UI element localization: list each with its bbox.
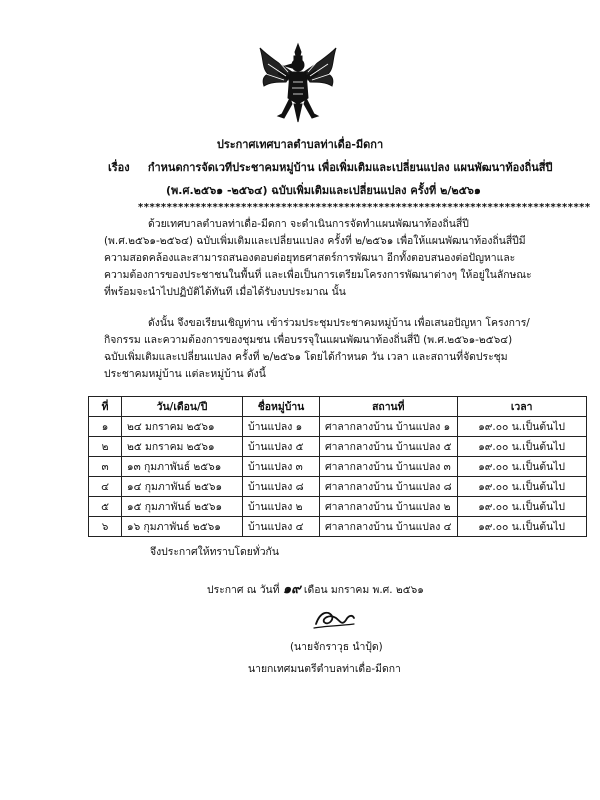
cell-location: ศาลากลางบ้าน บ้านแปลง ๒	[320, 497, 458, 517]
table-header-row	[89, 397, 587, 417]
cell-date: ๑๓ กุมภาพันธ์ ๒๕๖๑	[122, 457, 243, 477]
announce-suffix: เดือน มกราคม พ.ศ. ๒๕๖๑	[303, 584, 424, 596]
cell-time: ๑๙.๐๐ น.เป็นต้นไป	[457, 497, 586, 517]
cell-date: ๒๔ มกราคม ๒๕๖๑	[122, 417, 243, 437]
table-row	[89, 437, 587, 457]
subject-text: กำหนดการจัดเวทีประชาคมหมู่บ้าน เพื่อเพิ่มเติมและเปลี่ยนแปลง แผนพัฒนาท้องถิ่นสี่ปี	[147, 161, 553, 174]
subject-line	[108, 158, 600, 176]
cell-no: ๒	[89, 437, 122, 457]
cell-location: ศาลากลางบ้าน บ้านแปลง ๔	[320, 517, 458, 537]
organization-title: ประกาศเทศบาลตำบลท่าเดื่อ-มีดกา	[216, 138, 384, 151]
table-row	[89, 477, 587, 497]
header-time: เวลา	[457, 397, 586, 417]
cell-no: ๓	[89, 457, 122, 477]
header-date: วัน/เดือน/ปี	[122, 397, 243, 417]
separator-line: *******************************************************************************	[138, 202, 591, 213]
cell-village: บ้านแปลง ๓	[243, 457, 320, 477]
cell-date: ๑๔ กุมภาพันธ์ ๒๕๖๑	[122, 477, 243, 497]
cell-time: ๑๙.๐๐ น.เป็นต้นไป	[457, 437, 586, 457]
cell-no: ๖	[89, 517, 122, 537]
garuda-emblem-icon	[258, 42, 338, 124]
signatory-name: (นายจักราวุธ นำปุ้ด)	[290, 641, 383, 653]
cell-date: ๒๕ มกราคม ๒๕๖๑	[122, 437, 243, 457]
cell-time: ๑๙.๐๐ น.เป็นต้นไป	[457, 417, 586, 437]
header-location: สถานที่	[320, 397, 458, 417]
announcement-date	[207, 578, 424, 599]
closing-statement: จึงประกาศให้ทราบโดยทั่วกัน	[150, 546, 279, 558]
paragraph-invitation: ดังนั้น จึงขอเรียนเชิญท่าน เข้าร่วมประชุมประชาคมหมู่บ้าน เพื่อเสนอปัญหา โครงการ/กิจกรรม และความต้องการของชุมชน เพื่อบรรจุในแผนพัฒนาท้องถิ่นสี่ปี (พ.ศ.๒๕๖๑-๒๕๖๔) ฉบับเพิ่มเติมและเปลี่ยนแปลง ครั้งที่ ๒/๒๕๖๑ โดยได้กำหนด วัน เวลา และสถานที่จัดประชุมประชาคมหมู่บ้าน แต่ละหมู่บ้าน ดังนี้	[104, 317, 530, 380]
announce-day: ๑๙	[282, 582, 301, 597]
cell-time: ๑๙.๐๐ น.เป็นต้นไป	[457, 457, 586, 477]
signatory-position: นายกเทศมนตรีตำบลท่าเดื่อ-มีดกา	[248, 663, 401, 675]
subject-continuation: (พ.ศ.๒๕๖๑ -๒๕๖๔) ฉบับเพิ่มเติมและเปลี่ยนแปลง ครั้งที่ ๒/๒๕๖๑	[166, 184, 481, 197]
table-row	[89, 517, 587, 537]
handwritten-signature	[310, 604, 358, 634]
cell-location: ศาลากลางบ้าน บ้านแปลง ๕	[320, 437, 458, 457]
table-row	[89, 457, 587, 477]
document-header	[0, 135, 600, 213]
schedule-table	[88, 396, 587, 537]
table-row	[89, 417, 587, 437]
cell-time: ๑๙.๐๐ น.เป็นต้นไป	[457, 517, 586, 537]
cell-time: ๑๙.๐๐ น.เป็นต้นไป	[457, 477, 586, 497]
cell-date: ๑๖ กุมภาพันธ์ ๒๕๖๑	[122, 517, 243, 537]
cell-location: ศาลากลางบ้าน บ้านแปลง ๓	[320, 457, 458, 477]
header-no: ที่	[89, 397, 122, 417]
subject-label: เรื่อง	[108, 161, 130, 174]
cell-no: ๕	[89, 497, 122, 517]
cell-date: ๑๕ กุมภาพันธ์ ๒๕๖๑	[122, 497, 243, 517]
paragraph-intro: ด้วยเทศบาลตำบลท่าเดื่อ-มีดกา จะดำเนินการจัดทำแผนพัฒนาท้องถิ่นสี่ปี (พ.ศ.๒๕๖๑-๒๕๖๔) ฉบับเพิ่มเติมและเปลี่ยนแปลง ครั้งที่ ๒/๒๕๖๑ เพื่อให้แผนพัฒนาท้องถิ่นสี่ปีมีความสอดคล้องและสามารถสนองตอบต่อยุทธศาสตร์การพัฒนา อีกทั้งตอบสนองต่อปัญหาและความต้องการของประชาชนในพื้นที่ และเพื่อเป็นการเตรียมโครงการพัฒนาต่างๆ ให้อยู่ในลักษณะที่พร้อมจะนำไปปฏิบัติได้ทันที เมื่อได้รับงบประมาณ นั้น	[104, 218, 532, 298]
cell-village: บ้านแปลง ๘	[243, 477, 320, 497]
cell-no: ๔	[89, 477, 122, 497]
cell-location: ศาลากลางบ้าน บ้านแปลง ๑	[320, 417, 458, 437]
cell-village: บ้านแปลง ๑	[243, 417, 320, 437]
cell-no: ๑	[89, 417, 122, 437]
cell-village: บ้านแปลง ๕	[243, 437, 320, 457]
cell-location: ศาลากลางบ้าน บ้านแปลง ๘	[320, 477, 458, 497]
table-row	[89, 497, 587, 517]
cell-village: บ้านแปลง ๔	[243, 517, 320, 537]
cell-village: บ้านแปลง ๒	[243, 497, 320, 517]
header-village: ชื่อหมู่บ้าน	[243, 397, 320, 417]
announce-prefix: ประกาศ ณ วันที่	[207, 584, 280, 596]
